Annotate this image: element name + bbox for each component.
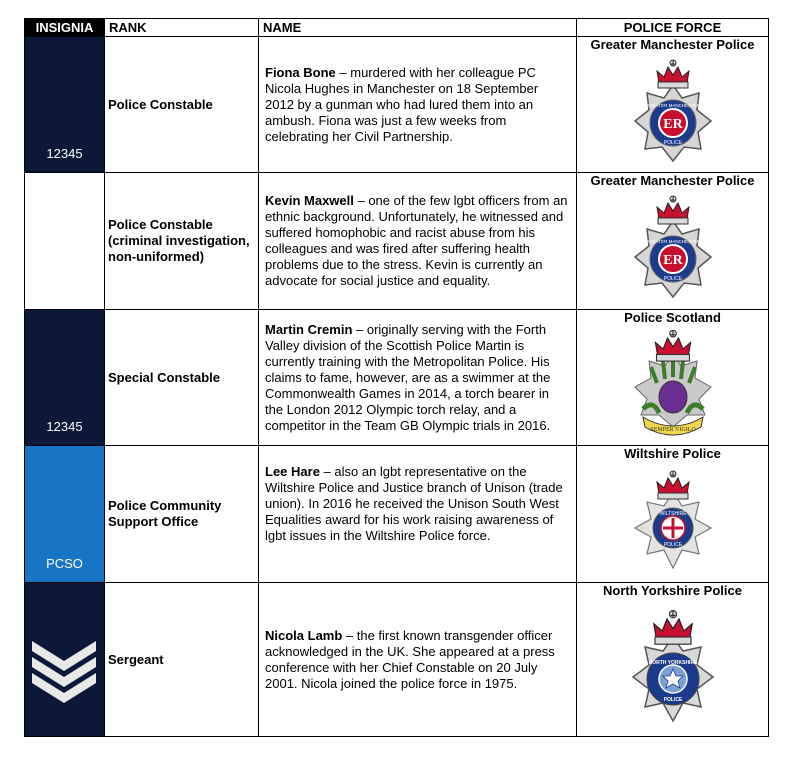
name-cell [259,310,577,446]
force-name: North Yorkshire Police [603,583,742,598]
rank-cell: Sergeant [105,583,259,737]
crown-icon [655,330,690,361]
table-row [25,37,769,173]
force-cell [577,446,769,583]
header-insignia: INSIGNIA [25,19,105,37]
name-cell [259,173,577,310]
north-yorkshire-police-badge [618,603,728,731]
rank-cell: Special Constable [105,310,259,446]
insignia-pcso [25,446,105,583]
badge-ring-top: GREATER MANCHESTER [645,239,700,244]
officer-bio: – murdered with her colleague PC Nicola Hughes in Manchester on 18 September 2012 by a gunman who had lured them into an ambush. Fiona was just a few weeks from celebrating her Civil Partnership. [265,64,539,144]
badge-cipher: ER [662,117,683,132]
insignia-epaulette [25,37,105,173]
officers-table [24,18,769,737]
officer-bio: – the first known transgender officer acknowledged in the UK. She appeared at a press conference with her Chief Constable on 20 July 2001. Nicola joined the police force in 1975. [265,627,555,691]
crown-icon [657,196,689,224]
greater-manchester-police-badge [625,193,721,305]
name-cell [259,583,577,737]
table-row [25,173,769,310]
name-cell [259,446,577,583]
officer-name: Martin Cremin [265,321,353,337]
table-row [25,446,769,583]
insignia-sergeant [25,583,105,737]
insignia-epaulette [25,310,105,446]
badge-ring-top: NORTH YORKSHIRE [648,660,697,666]
rank-cell: Police Community Support Office [105,446,259,583]
badge-ring-top: WILTSHIRE [659,511,686,517]
force-name: Wiltshire Police [624,446,721,461]
badge-ring-bottom: POLICE [663,697,682,703]
officer-name: Nicola Lamb [265,627,343,643]
officer-bio: – also an lgbt representative on the Wiltshire Police and Justice branch of Unison (trade union). In 2016 he received the Unison South West Equalities award for his work raising awareness of lgbt issues in the Wiltshire Police force. [265,464,563,543]
officer-name: Lee Hare [265,464,320,479]
header-police-force: POLICE FORCE [577,19,769,37]
force-cell [577,37,769,173]
badge-cipher: ER [662,253,683,268]
table-row [25,310,769,446]
crown-icon [653,611,691,645]
sergeant-chevrons-icon [25,583,104,736]
collar-number: 12345 [46,419,83,434]
name-cell [259,37,577,173]
force-cell [577,173,769,310]
header-name: NAME [259,19,577,37]
table-row [25,583,769,737]
greater-manchester-police-badge [625,57,721,169]
badge-ring-top: GREATER MANCHESTER [645,103,700,108]
badge-scroll-text: SEMPER VIGILO [649,427,696,433]
rank-cell: Police Constable [105,37,259,173]
officer-name: Fiona Bone [265,64,336,80]
badge-ring-bottom: POLICE [663,276,682,282]
wiltshire-police-badge [624,466,722,574]
officer-name: Kevin Maxwell [265,193,354,208]
collar-number: 12345 [46,146,83,161]
force-name: Greater Manchester Police [590,173,755,188]
crown-icon [657,60,689,88]
force-cell [577,310,769,446]
crown-icon [657,471,689,499]
force-cell [577,583,769,737]
officer-bio: – one of the few lgbt officers from an ethnic background. Unfortunately, he witnessed and suffered homophobic and racist abuse from his colleagues and was fired after suffering health problems due to the stress. Kevin is currently an advocate for social justice and equality. [265,193,568,288]
police-scotland-badge [623,330,723,444]
badge-ring-bottom: POLICE [663,140,682,146]
insignia-empty [25,173,105,310]
force-name: Greater Manchester Police [590,37,755,52]
rank-cell: Police Constable (criminal investigation, non-uniformed) [105,173,259,310]
officer-bio: – originally serving with the Forth Valley division of the Scottish Police Martin is currently training with the Metropolitan Police. His claims to fame, however, are as a swimmer at the Commonwealth Games in 2014, a torch bearer in the London 2012 Olympic torch relay, and a competitor in the Team GB Olympic trials in 2016. [265,321,551,433]
header-row [25,19,769,37]
force-name: Police Scotland [624,310,721,325]
pcso-label: PCSO [46,556,83,571]
badge-ring-bottom: POLICE [663,542,682,548]
header-rank: RANK [105,19,259,37]
